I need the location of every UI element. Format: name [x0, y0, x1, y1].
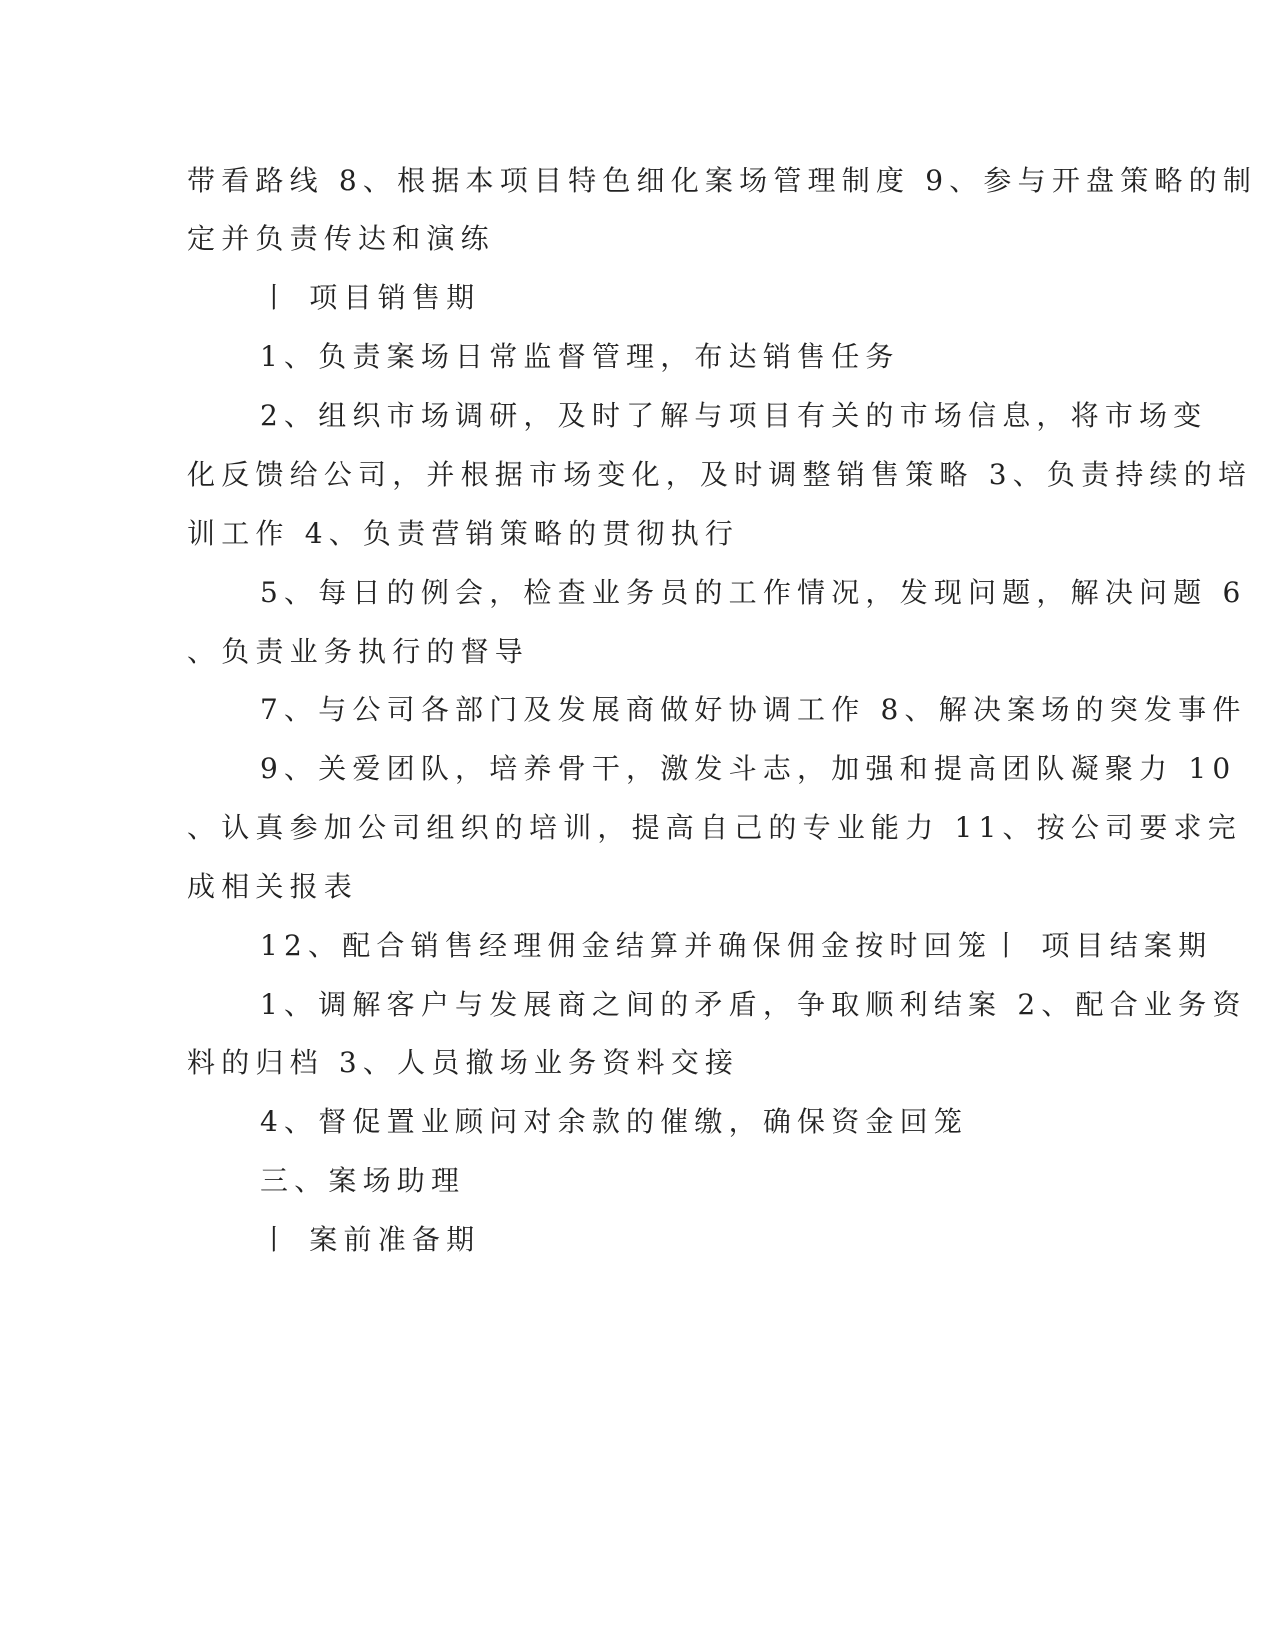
- text-line: 2、组织市场调研，及时了解与项目有关的市场信息，将市场变: [260, 399, 1208, 432]
- text-line: 、负责业务执行的督导: [187, 635, 530, 668]
- section-heading: 三、案场助理: [260, 1164, 466, 1197]
- text-line: 12、配合销售经理佣金结算并确保佣金按时回笼丨 项目结案期: [260, 929, 1213, 962]
- text-line: 化反馈给公司，并根据市场变化，及时调整销售策略 3、负责持续的培: [187, 458, 1253, 491]
- text-line: 1、调解客户与发展商之间的矛盾，争取顺利结案 2、配合业务资: [260, 988, 1247, 1021]
- text-line: 5、每日的例会，检查业务员的工作情况，发现问题，解决问题 6: [260, 576, 1247, 609]
- text-line: 定并负责传达和演练: [187, 222, 495, 255]
- text-line: 带看路线 8、根据本项目特色细化案场管理制度 9、参与开盘策略的制: [187, 164, 1258, 197]
- text-line: 、认真参加公司组织的培训，提高自己的专业能力 11、按公司要求完: [187, 811, 1242, 844]
- text-line: 料的归档 3、人员撤场业务资料交接: [187, 1046, 740, 1079]
- text-line: 4、督促置业顾问对余款的催缴，确保资金回笼: [260, 1105, 969, 1138]
- text-line: 7、与公司各部门及发展商做好协调工作 8、解决案场的突发事件: [260, 693, 1247, 726]
- text-line: 9、关爱团队，培养骨干，激发斗志，加强和提高团队凝聚力 10: [260, 752, 1237, 785]
- text-line: 1、负责案场日常监督管理，布达销售任务: [260, 340, 900, 373]
- text-line: 成相关报表: [187, 870, 359, 903]
- text-line: 训工作 4、负责营销策略的贯彻执行: [187, 517, 740, 550]
- section-heading: 丨 项目销售期: [260, 281, 481, 314]
- section-heading: 丨 案前准备期: [260, 1223, 481, 1256]
